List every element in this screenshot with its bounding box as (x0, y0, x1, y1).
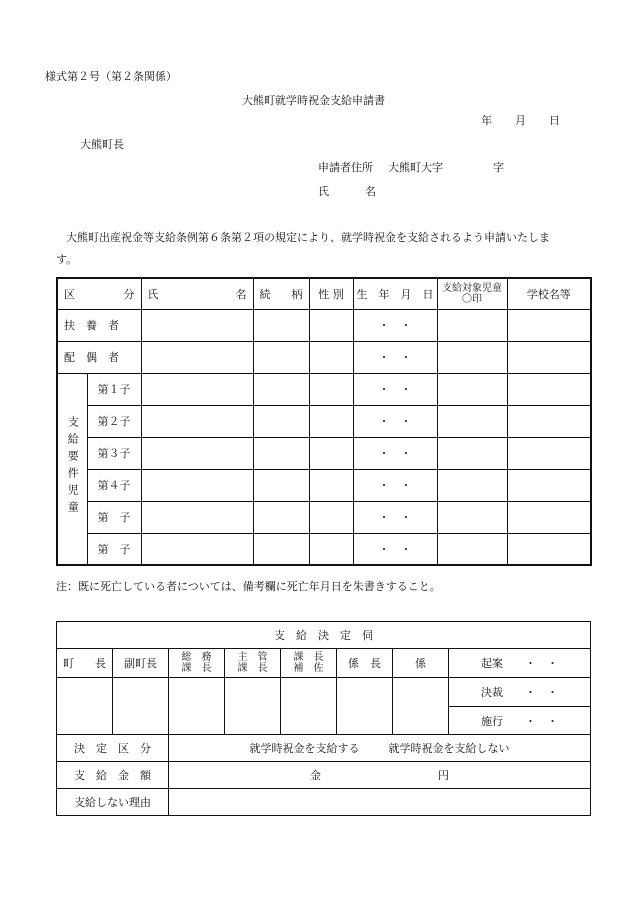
row-label-child6: 第 子 (87, 533, 141, 565)
cell-birth[interactable]: ・ ・ (353, 373, 437, 405)
amount-kin: 金 (310, 769, 321, 782)
cell-relation[interactable] (253, 501, 309, 533)
applicant-name-label-1: 氏 (318, 185, 329, 198)
role-kakaricho: 係 長 (337, 649, 393, 678)
family-table (56, 277, 592, 566)
amount-yen: 円 (438, 769, 449, 782)
cell-relation[interactable] (253, 341, 309, 373)
cell-birth[interactable]: ・ ・ (353, 309, 437, 341)
cell-relation[interactable] (253, 469, 309, 501)
cell-sex[interactable] (309, 469, 353, 501)
role-kakari: 係 (393, 649, 449, 678)
stamp-kacho-hosa[interactable] (281, 678, 337, 735)
cell-sex[interactable] (309, 405, 353, 437)
decision-table (56, 621, 591, 816)
header-name: 氏 名 (141, 278, 253, 309)
cell-target[interactable] (437, 501, 507, 533)
cell-name[interactable] (141, 437, 253, 469)
row-label-fuyo: 扶 養 者 (57, 309, 141, 341)
note-text: 注：既に死亡している者については、備考欄に死亡年月日を朱書きすること。 (56, 580, 441, 593)
cell-birth[interactable]: ・ ・ (353, 469, 437, 501)
workflow-kian[interactable]: 起案 ・ ・ (449, 649, 591, 678)
cell-relation[interactable] (253, 309, 309, 341)
cell-school[interactable] (507, 309, 591, 341)
stamp-vice-mayor[interactable] (113, 678, 169, 735)
applicant-address-label: 申請者住所 (318, 161, 373, 174)
role-soumu-kacho: 総 務 課 長 (169, 649, 225, 678)
cell-name[interactable] (141, 341, 253, 373)
cell-relation[interactable] (253, 533, 309, 565)
stamp-kakari[interactable] (393, 678, 449, 735)
table-row (57, 341, 591, 373)
cell-sex[interactable] (309, 341, 353, 373)
header-birth: 生 年 月 日 (353, 278, 437, 309)
header-target-child: 支給対象児童〇印 (437, 278, 507, 309)
decision-label: 決 定 区 分 (57, 735, 169, 762)
date-year-label: 年 (481, 114, 492, 127)
cell-target[interactable] (437, 533, 507, 565)
stamp-kankatsu[interactable] (225, 678, 281, 735)
cell-relation[interactable] (253, 437, 309, 469)
date-month-label: 月 (515, 114, 526, 127)
decision-options[interactable] (169, 735, 591, 762)
addressee: 大熊町長 (80, 138, 124, 151)
workflow-shiko[interactable]: 施行 ・ ・ (449, 707, 591, 735)
cell-name[interactable] (141, 469, 253, 501)
cell-target[interactable] (437, 469, 507, 501)
table-row (57, 373, 591, 405)
cell-sex[interactable] (309, 533, 353, 565)
table-row (57, 405, 591, 437)
decision-option-nopay[interactable]: 就学時祝金を支給しない (388, 742, 510, 755)
cell-birth[interactable]: ・ ・ (353, 437, 437, 469)
table-row (57, 437, 591, 469)
cell-name[interactable] (141, 373, 253, 405)
cell-school[interactable] (507, 405, 591, 437)
workflow-kessai[interactable]: 決裁 ・ ・ (449, 678, 591, 707)
cell-target[interactable] (437, 437, 507, 469)
cell-name[interactable] (141, 405, 253, 437)
cell-school[interactable] (507, 373, 591, 405)
cell-relation[interactable] (253, 405, 309, 437)
cell-birth[interactable]: ・ ・ (353, 533, 437, 565)
row-label-child2: 第２子 (87, 405, 141, 437)
cell-birth[interactable]: ・ ・ (353, 405, 437, 437)
row-label-child1: 第１子 (87, 373, 141, 405)
role-kacho-hosa: 課 長 補 佐 (281, 649, 337, 678)
applicant-name-label-2: 名 (365, 185, 376, 198)
table-row (57, 533, 591, 565)
cell-sex[interactable] (309, 437, 353, 469)
cell-name[interactable] (141, 501, 253, 533)
header-kubun: 区 分 (57, 278, 141, 309)
cell-birth[interactable]: ・ ・ (353, 341, 437, 373)
header-sex: 性 別 (309, 278, 353, 309)
table-row (57, 501, 591, 533)
row-label-haigu: 配 偶 者 (57, 341, 141, 373)
row-label-child5: 第 子 (87, 501, 141, 533)
amount-field[interactable] (169, 762, 591, 789)
cell-relation[interactable] (253, 373, 309, 405)
cell-school[interactable] (507, 533, 591, 565)
header-relation: 続 柄 (253, 278, 309, 309)
row-group-label: 支給要件児童 (57, 373, 87, 565)
stamp-kakaricho[interactable] (337, 678, 393, 735)
role-kankatsu-kacho: 主 管 課 長 (225, 649, 281, 678)
decision-option-pay[interactable]: 就学時祝金を支給する (249, 742, 360, 755)
row-label-child4: 第４子 (87, 469, 141, 501)
cell-school[interactable] (507, 341, 591, 373)
form-number: 様式第２号（第２条関係） (45, 70, 177, 83)
decision-title: 支 給 決 定 伺 (57, 622, 591, 649)
reason-field[interactable] (169, 789, 591, 816)
cell-sex[interactable] (309, 309, 353, 341)
stamp-soumu[interactable] (169, 678, 225, 735)
cell-sex[interactable] (309, 373, 353, 405)
body-text-line-2: す。 (56, 253, 78, 266)
amount-label: 支 給 金 額 (57, 762, 169, 789)
role-vice-mayor: 副町長 (113, 649, 169, 678)
form-title: 大熊町就学時祝金支給申請書 (242, 94, 385, 107)
cell-school[interactable] (507, 501, 591, 533)
table-row (57, 469, 591, 501)
table-row (57, 309, 591, 341)
row-label-child3: 第３子 (87, 437, 141, 469)
cell-name[interactable] (141, 309, 253, 341)
applicant-address-value: 大熊町大字 (388, 161, 443, 174)
body-text-line-1: 大熊町出産祝金等支給条例第６条第２項の規定により、就学時祝金を支給されるよう申請いたしま (66, 231, 550, 244)
stamp-mayor[interactable] (57, 678, 113, 735)
reason-label: 支給しない理由 (57, 789, 169, 816)
applicant-address-aza: 字 (493, 161, 504, 174)
role-mayor: 町 長 (57, 649, 113, 678)
cell-school[interactable] (507, 469, 591, 501)
cell-school[interactable] (507, 437, 591, 469)
date-day-label: 日 (549, 114, 560, 127)
cell-target[interactable] (437, 405, 507, 437)
header-school: 学校名等 (507, 278, 591, 309)
cell-sex[interactable] (309, 501, 353, 533)
cell-birth[interactable]: ・ ・ (353, 501, 437, 533)
cell-target[interactable] (437, 373, 507, 405)
cell-target[interactable] (437, 309, 507, 341)
cell-name[interactable] (141, 533, 253, 565)
cell-target[interactable] (437, 341, 507, 373)
